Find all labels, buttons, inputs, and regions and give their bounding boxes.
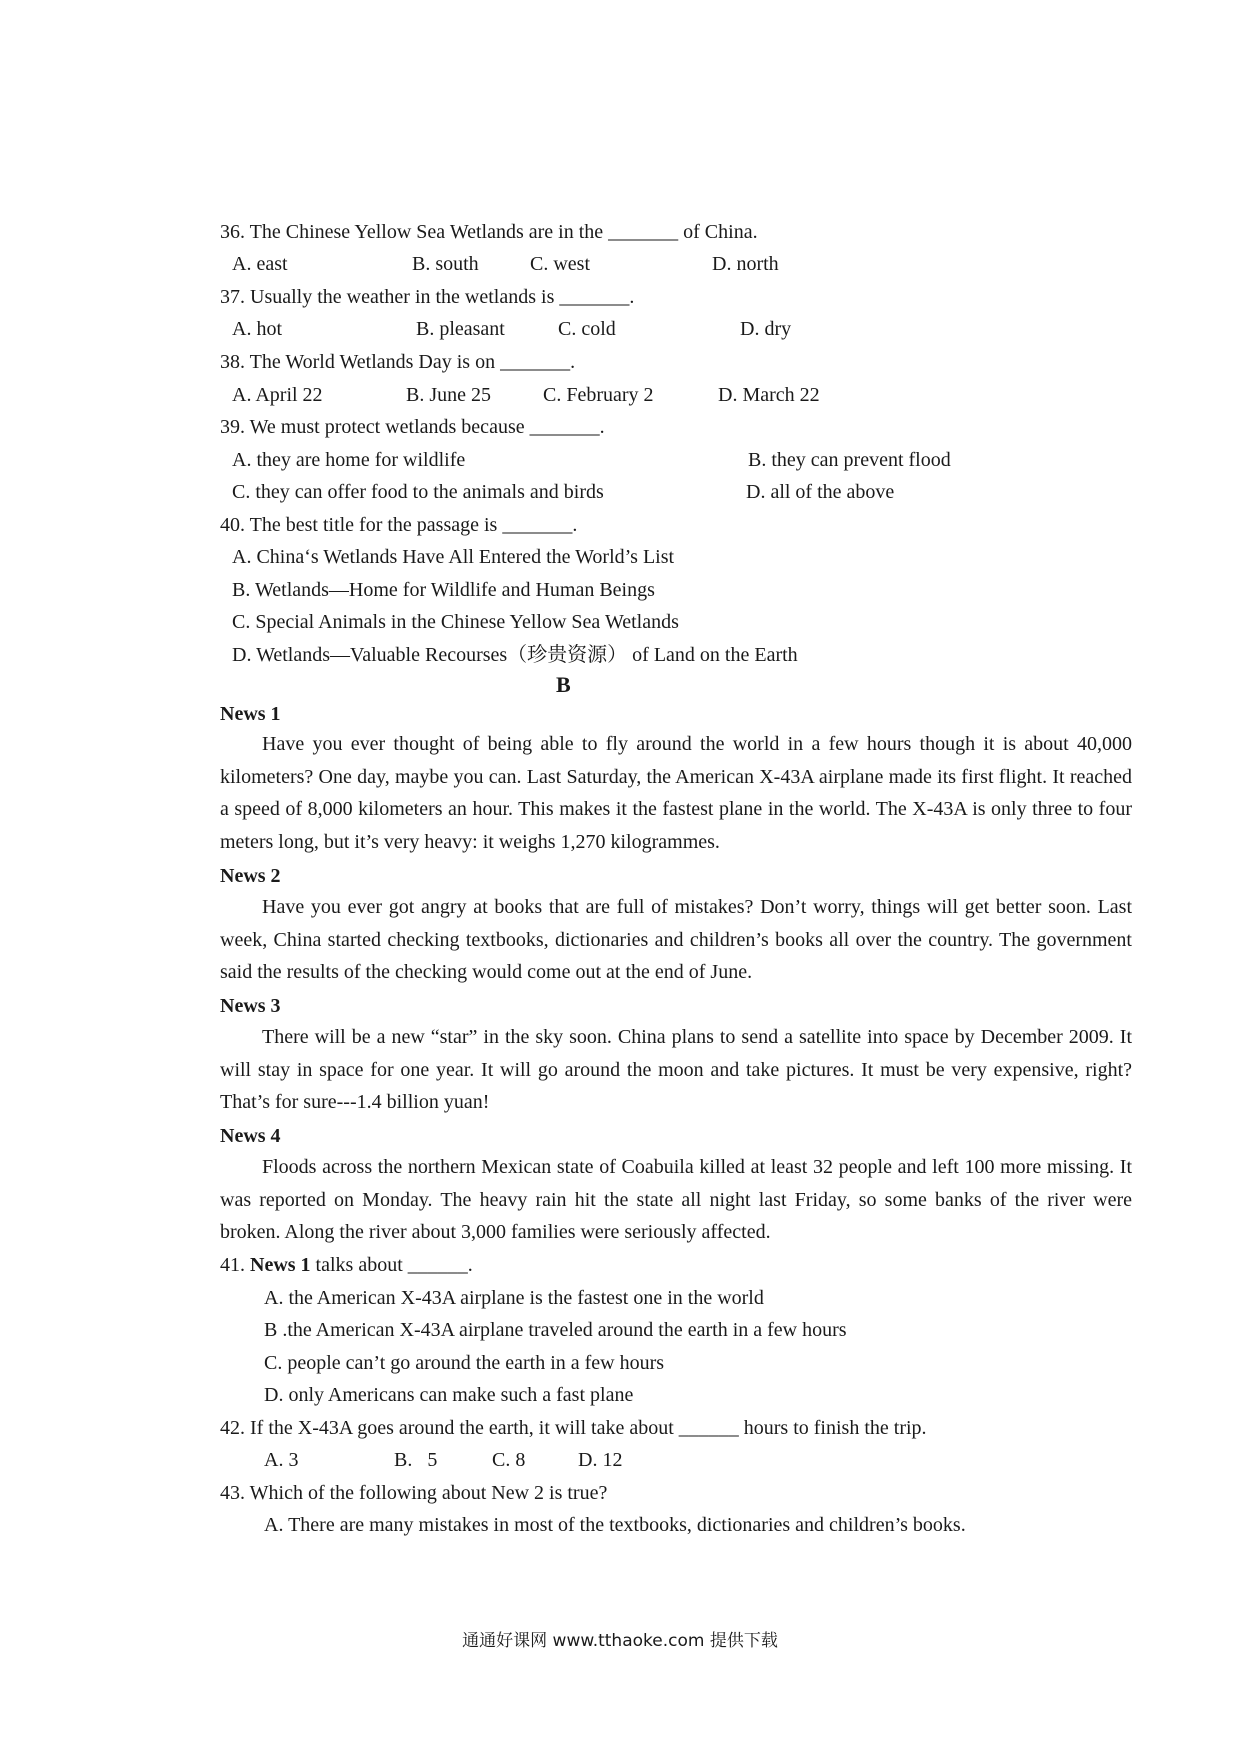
news2-paragraph: Have you ever got angry at books that are full of mistakes? Don’t worry, things will get better soon. Last week, China started checking textbooks, dictionaries and children’s books all over the country. The government said the results of the checking would come out at the end of June. — [220, 896, 1132, 983]
q37-stem: 37. Usually the weather in the wetlands is _______. — [220, 286, 635, 308]
q41-option-c: C. people can’t go around the earth in a few hours — [264, 1352, 665, 1374]
q39-option-c: C. they can offer food to the animals and birds — [232, 481, 604, 503]
q39-option-d: D. all of the above — [746, 481, 895, 503]
news3-paragraph: There will be a new “star” in the sky soon. China plans to send a satellite into space by December 2009. It will stay in space for one year. It will go around the moon and take pictures. It must be very expensive, right? That’s for sure---1.4 billion yuan! — [220, 1026, 1132, 1113]
q36-option-b: B. south — [412, 253, 479, 275]
q37-option-c: C. cold — [558, 318, 616, 340]
q37-option-b: B. pleasant — [416, 318, 505, 340]
q39-stem: 39. We must protect wetlands because _______. — [220, 416, 605, 438]
q38-option-a: A. April 22 — [232, 384, 323, 406]
q43-option-a: A. There are many mistakes in most of the textbooks, dictionaries and children’s books. — [264, 1514, 966, 1536]
q40-stem: 40. The best title for the passage is _______. — [220, 514, 578, 536]
q39-option-a: A. they are home for wildlife — [232, 449, 466, 471]
q40-option-c: C. Special Animals in the Chinese Yellow Sea Wetlands — [232, 611, 679, 633]
q41-option-a: A. the American X-43A airplane is the fastest one in the world — [264, 1287, 764, 1309]
news3-heading: News 3 — [220, 995, 281, 1017]
q42-option-d: D. 12 — [578, 1449, 623, 1471]
footer-watermark: 通通好课网 www.tthaoke.com 提供下载 — [462, 1631, 778, 1651]
news4-paragraph: Floods across the northern Mexican state of Coabuila killed at least 32 people and left 100 more missing. It was reported on Monday. The heavy rain hit the state all night last Friday, so some banks of the river were broken. Along the river about 3,000 families were seriously affected. — [220, 1156, 1132, 1243]
q38-stem: 38. The World Wetlands Day is on _______. — [220, 351, 576, 373]
q40-option-b: B. Wetlands—Home for Wildlife and Human Beings — [232, 579, 655, 601]
q41-bold-news1: News 1 — [250, 1254, 311, 1276]
q42-stem: 42. If the X-43A goes around the earth, it will take about ______ hours to finish the trip. — [220, 1417, 927, 1439]
q42-option-c: C. 8 — [492, 1449, 526, 1471]
section-b-heading: B — [556, 672, 571, 697]
q38-option-b: B. June 25 — [406, 384, 491, 406]
q43-stem: 43. Which of the following about New 2 is true? — [220, 1482, 608, 1504]
q41-stem-rest: talks about ______. — [310, 1254, 473, 1276]
q40-option-d: D. Wetlands—Valuable Recourses（珍贵资源） of Land on the Earth — [232, 644, 798, 666]
q36-option-a: A. east — [232, 253, 288, 275]
q40-option-a: A. China‘s Wetlands Have All Entered the World’s List — [232, 546, 675, 568]
q38-option-d: D. March 22 — [718, 384, 820, 406]
q38-option-c: C. February 2 — [543, 384, 654, 406]
q41-number: 41. — [220, 1254, 250, 1276]
q36-option-d: D. north — [712, 253, 779, 275]
q36-stem: 36. The Chinese Yellow Sea Wetlands are in the _______ of China. — [220, 221, 758, 243]
q42-option-b: B. 5 — [394, 1449, 438, 1471]
q41-stem — [220, 1253, 473, 1277]
q41-option-b: B .the American X-43A airplane traveled around the earth in a few hours — [264, 1319, 847, 1341]
q37-option-a: A. hot — [232, 318, 282, 340]
news1-heading: News 1 — [220, 703, 281, 725]
q42-option-a: A. 3 — [264, 1449, 299, 1471]
news1-paragraph: Have you ever thought of being able to fly around the world in a few hours though it is about 40,000 kilometers? One day, maybe you can. Last Saturday, the American X-43A airplane made its first flight. It reached a speed of 8,000 kilometers an hour. This makes it the fastest plane in the world. The X-43A is only three to four meters long, but it’s very heavy: it weighs 1,270 kilogrammes. — [220, 733, 1132, 853]
news2-heading: News 2 — [220, 865, 281, 887]
q39-option-b: B. they can prevent flood — [748, 449, 951, 471]
q41-option-d: D. only Americans can make such a fast plane — [264, 1384, 634, 1406]
news4-heading: News 4 — [220, 1125, 281, 1147]
q37-option-d: D. dry — [740, 318, 792, 340]
q36-option-c: C. west — [530, 253, 590, 275]
